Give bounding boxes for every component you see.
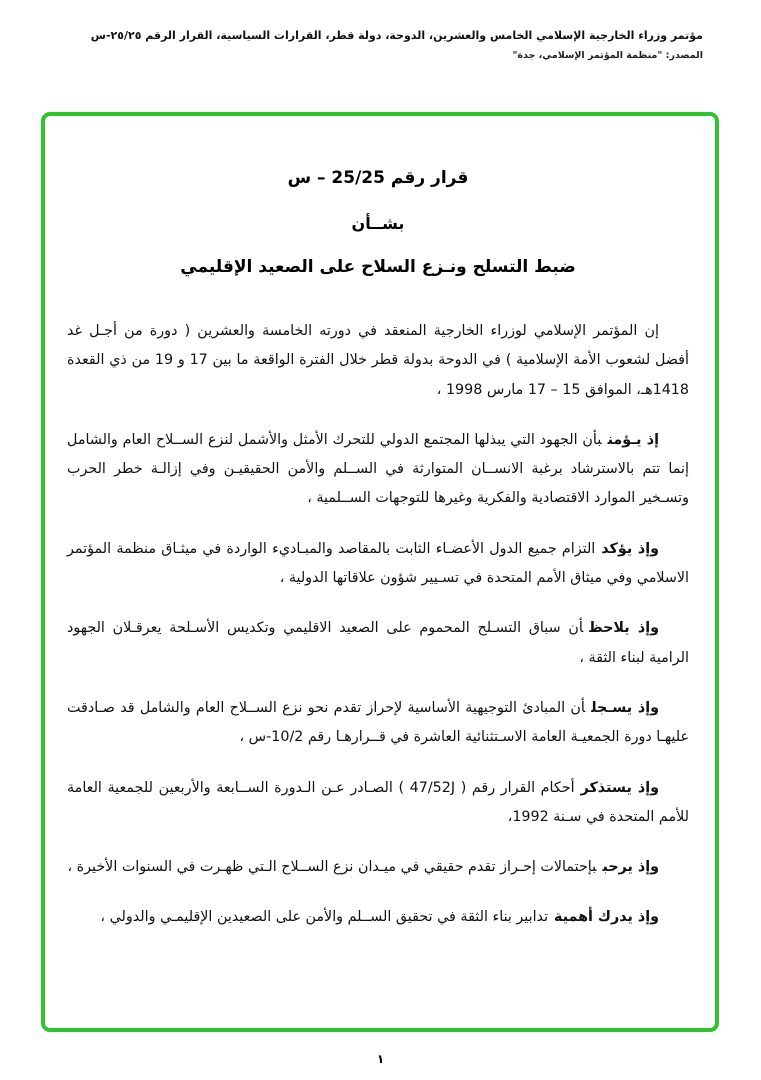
paragraph-lead: وإذ يلاحظ [589, 620, 659, 637]
paragraph-noting [67, 614, 689, 673]
paragraph-text: تدابير بناء الثقة في تحقيق الســلم والأمن على الصعيدين الإقليمـي والدولي ، [100, 909, 549, 926]
paragraph-lead: وإذ يدرك أهمية [554, 909, 659, 926]
paragraph-text: أن سباق التسـلح المحموم على الصعيد الاقليمي وتكديس الأسـلحة يعرقـلان الجهود الرامية لبناء الثقة ، [67, 620, 689, 666]
paragraph-text: أن المبادئ التوجيهية الأساسية لإحراز تقدم نحو نزع الســلاح العام والشامل قد صـادقت عليهـا دورة الجمعيـة العامة الاسـتثنائية العاشرة في قــرارهـا رقم 10/2-س ، [67, 699, 689, 746]
paragraph-text: أحكام القرار رقم ( 47/52J ) الصـادر عـن الـدورة الســابعة والأربعين للجمعية العامة للأمم المتحدة في سـنة 1992، [67, 779, 689, 825]
resolution-subject-title: ضبط التسلح ونـزع السلاح على الصعيد الإقليمي [180, 257, 576, 277]
document-frame [41, 112, 719, 1032]
document-header [58, 28, 703, 61]
paragraph-affirming [67, 535, 689, 594]
paragraph-text: التزام جميع الدول الأعضـاء الثابت بالمقاصد والمبـاديء الواردة في ميثـاق منظمة المؤتمر الاسلامي وفي ميثاق الأمم المتحدة في تسـيير شؤون علاقاتها الدولية ، [67, 540, 689, 587]
resolution-regarding-label: بشــأن [351, 214, 405, 233]
resolution-number-title: قرار رقم 25/25 – س [287, 168, 469, 188]
paragraph-lead: وإذ يؤكد [601, 540, 659, 557]
paragraph-text: إن المؤتمر الإسلامي لوزراء الخارجية المنعقد في دورته الخامسة والعشرين ( دورة من أجـل غد أفضل لشعوب الأمة الإسلامية ) في الدوحة بدولة قطر خلال الفترة الواقعة ما بين 17 و 19 من ذي القعدة 1418هـ، الموافق 15 – 17 مارس 1998 ، [67, 323, 689, 398]
paragraph-lead: إذ يـؤمن [607, 431, 659, 448]
paragraph-lead: وإذ يرحب [602, 859, 659, 876]
paragraph-recording [67, 694, 689, 753]
page-number: ١ [376, 1052, 385, 1066]
paragraph-welcoming [67, 853, 689, 882]
paragraph-recalling [67, 774, 689, 833]
paragraph-preamble [67, 317, 689, 405]
paragraph-text: بأن الجهود التي يبذلها المجتمع الدولي للتحرك الأمثل والأشمل لنزع الســلاح العام والشامل إنما تتم بالاسترشاد برغبة الانســان المتوارثة في الســلم والأمن الحقيقيـن وفي إزالـة خطر الحرب وتسـخير الموارد الاقتصادية والفكرية وغيرها للتوجهات الســلمية ، [67, 431, 689, 507]
paragraph-believing [67, 426, 689, 514]
paragraph-text: بإحتمالات إحـراز تقدم حقيقي في ميـدان نزع الســلاح الـتي ظهـرت في السنوات الأخيرة ، [67, 859, 597, 876]
header-source-line: المصدر: "منظمة المؤتمر الإسلامي، جدة" [512, 49, 703, 61]
paragraph-realizing [67, 903, 689, 932]
paragraph-lead: وإذ يستذكر [580, 779, 659, 796]
paragraph-lead: وإذ يسـجل [591, 699, 659, 716]
header-title-line: مؤتمر وزراء الخارجية الإسلامي الخامس والعشرين، الدوحة، دولة قطر، القرارات السياسية، القرار الرقم ٢٥/٢٥-س [90, 29, 703, 42]
document-body [67, 140, 689, 1012]
